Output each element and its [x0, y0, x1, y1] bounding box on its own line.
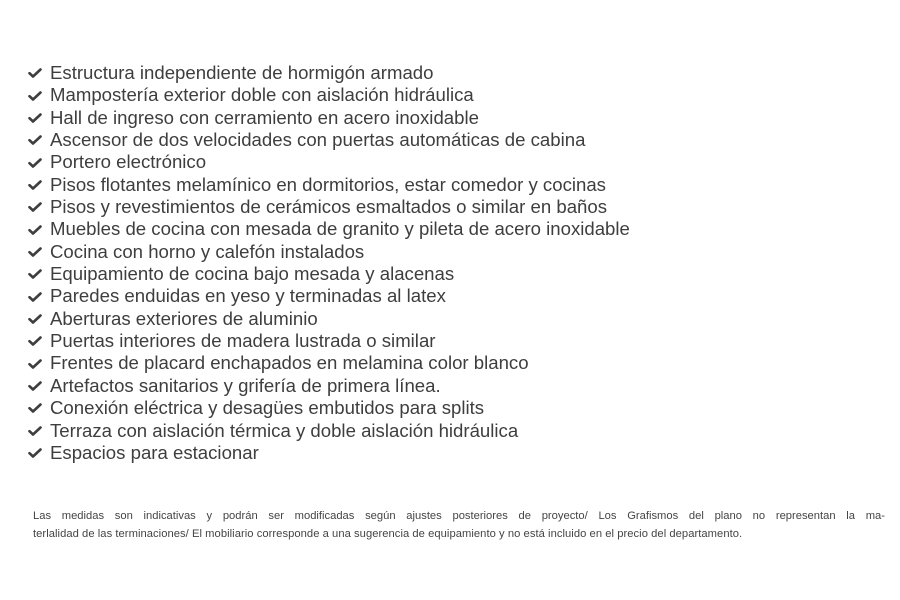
- feature-text: Hall de ingreso con cerramiento en acero inoxidable: [50, 106, 479, 128]
- feature-text: Artefactos sanitarios y grifería de primera línea.: [50, 374, 441, 396]
- feature-item: [28, 442, 630, 464]
- checkmark-icon: [28, 380, 42, 392]
- feature-text: Estructura independiente de hormigón armado: [50, 62, 434, 83]
- checkmark-icon: [28, 402, 42, 414]
- feature-text: Espacios para estacionar: [50, 441, 259, 463]
- checkmark-icon: [28, 268, 42, 280]
- feature-text: Pisos flotantes melamínico en dormitorios, estar comedor y cocinas: [50, 173, 606, 195]
- feature-text: Muebles de cocina con mesada de granito y pileta de acero inoxidable: [50, 218, 630, 240]
- checkmark-icon: [28, 134, 42, 146]
- feature-text: Cocina con horno y calefón instalados: [50, 240, 365, 262]
- feature-item: [28, 263, 630, 285]
- feature-text: Equipamiento de cocina bajo mesada y alacenas: [50, 263, 455, 285]
- feature-item: [28, 84, 630, 106]
- feature-item: [28, 151, 630, 173]
- feature-text: Puertas interiores de madera lustrada o similar: [50, 330, 436, 352]
- feature-item: [28, 285, 630, 307]
- feature-item: [28, 352, 630, 374]
- feature-text: Aberturas exteriores de aluminio: [50, 307, 318, 329]
- checkmark-icon: [28, 447, 42, 459]
- feature-text: Pisos y revestimientos de cerámicos esmaltados o similar en baños: [50, 196, 608, 218]
- feature-item: [28, 330, 630, 352]
- checkmark-icon: [28, 224, 42, 236]
- checkmark-icon: [28, 112, 42, 124]
- checkmark-icon: [28, 425, 42, 437]
- feature-text: Frentes de placard enchapados en melamina color blanco: [50, 352, 529, 374]
- feature-text: Terraza con aislación térmica y doble aislación hidráulica: [50, 419, 519, 441]
- feature-text: Portero electrónico: [50, 151, 207, 173]
- feature-item: [28, 62, 630, 84]
- features-list: [28, 62, 630, 464]
- feature-item: [28, 107, 630, 129]
- feature-item: [28, 241, 630, 263]
- feature-item: [28, 174, 630, 196]
- disclaimer-line-2: terlalidad de las terminaciones/ El mobiliario corresponde a una sugerencia de equipamiento y no está incluido en el precio del departamento.: [33, 528, 743, 540]
- feature-item: [28, 397, 630, 419]
- disclaimer-line-1: Las medidas son indicativas y podrán ser modificadas según ajustes posteriores de proyecto/ Los Grafismos del plano no representan la ma-: [33, 510, 885, 522]
- feature-item: [28, 420, 630, 442]
- feature-text: Paredes enduidas en yeso y terminadas al latex: [50, 285, 446, 307]
- feature-text: Conexión eléctrica y desagües embutidos para splits: [50, 397, 485, 419]
- feature-item: [28, 375, 630, 397]
- feature-item: [28, 218, 630, 240]
- checkmark-icon: [28, 179, 42, 191]
- feature-item: [28, 196, 630, 218]
- checkmark-icon: [28, 246, 42, 258]
- checkmark-icon: [28, 90, 42, 102]
- checkmark-icon: [28, 335, 42, 347]
- checkmark-icon: [28, 291, 42, 303]
- feature-item: [28, 308, 630, 330]
- checkmark-icon: [28, 358, 42, 370]
- disclaimer: [33, 507, 885, 543]
- checkmark-icon: [28, 157, 42, 169]
- checkmark-icon: [28, 67, 42, 79]
- feature-text: Mampostería exterior doble con aislación hidráulica: [50, 84, 474, 106]
- feature-item: [28, 129, 630, 151]
- feature-text: Ascensor de dos velocidades con puertas automáticas de cabina: [50, 129, 586, 151]
- checkmark-icon: [28, 201, 42, 213]
- checkmark-icon: [28, 313, 42, 325]
